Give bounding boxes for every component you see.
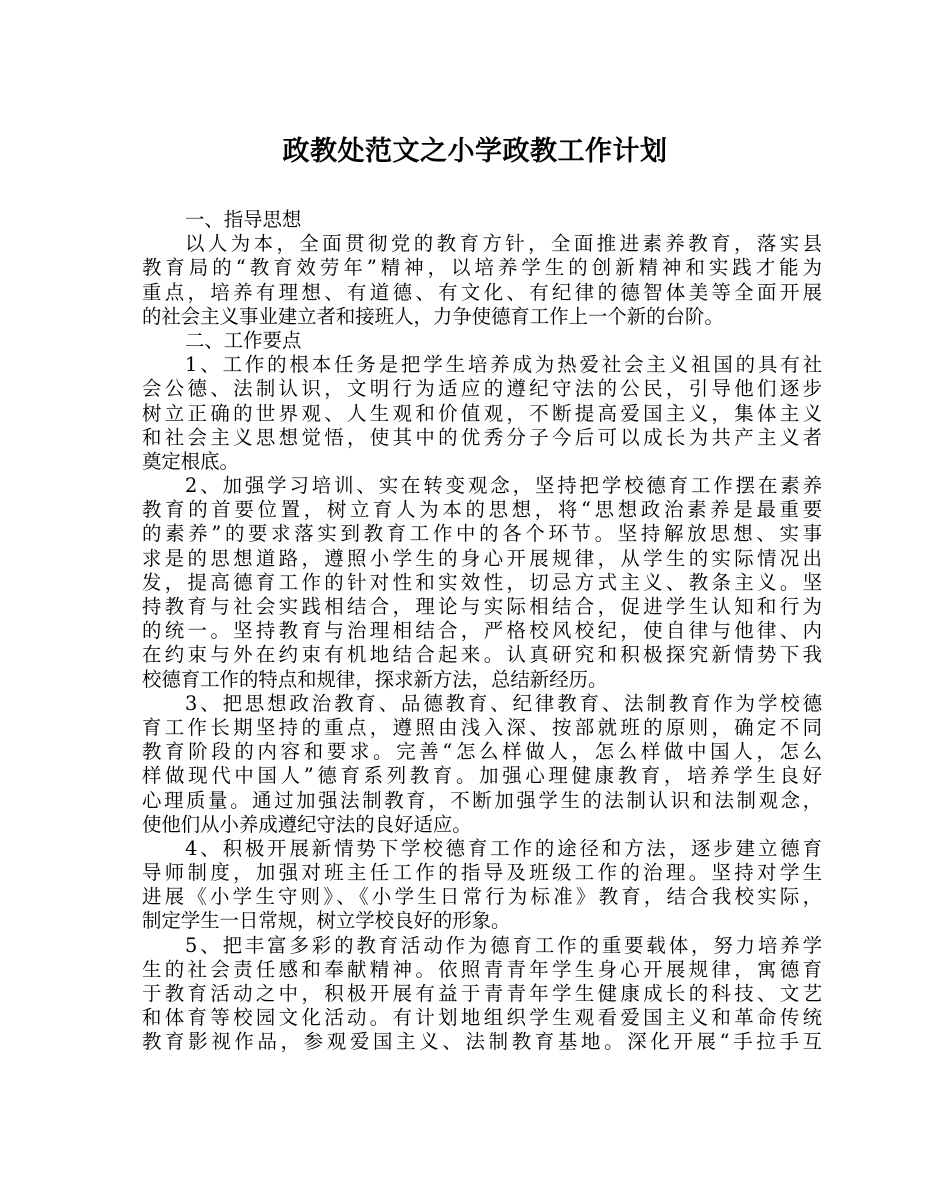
body-line: 5、把丰富多彩的教育活动作为德育工作的重要载体，努力培养学 (185, 933, 822, 957)
body-line: 教育阶段的内容和要求。完善“怎么样做人，怎么样做中国人，怎么 (142, 740, 822, 764)
body-line: 教育的首要位置，树立育人为本的思想，将“思想政治素养是最重要 (142, 498, 822, 522)
body-line: 和体育等校园文化活动。有计划地组织学生观看爱国主义和革命传统 (142, 1006, 822, 1030)
document-body (142, 208, 822, 1055)
body-line: 校德育工作的特点和规律，探求新方法，总结新经历。 (142, 667, 608, 691)
body-line: 奠定根底。 (142, 449, 239, 473)
body-line: 生的社会责任感和奉献精神。依照青青年学生身心开展规律，寓德育 (142, 957, 822, 981)
body-line: 1、工作的根本任务是把学生培养成为热爱社会主义祖国的具有社 (185, 353, 822, 377)
body-line: 和社会主义思想觉悟，使其中的优秀分子今后可以成长为共产主义者 (142, 425, 822, 449)
body-line: 于教育活动之中，积极开展有益于青青年学生健康成长的科技、文艺 (142, 982, 822, 1005)
body-line: 在约束与外在约束有机地结合起来。认真研究和积极探究新情势下我 (142, 643, 822, 667)
document-title: 政教处范文之小学政教工作计划 (282, 136, 668, 167)
body-line: 的统一。坚持教育与治理相结合，严格校风校纪，使自律与他律、内 (142, 619, 822, 643)
body-line: 导师制度，加强对班主任工作的指导及班级工作的治理。坚持对学生 (142, 861, 822, 885)
body-line: 使他们从小养成遵纪守法的良好适应。 (142, 812, 472, 836)
body-line: 重点，培养有理想、有道德、有文化、有纪律的德智体美等全面开展 (142, 280, 822, 304)
body-line: 样做现代中国人”德育系列教育。加强心理健康教育，培养学生良好 (142, 764, 822, 788)
body-line: 一、指导思想 (185, 208, 302, 231)
body-line: 以人为本，全面贯彻党的教育方针，全面推进素养教育，落实县 (185, 232, 822, 256)
body-line: 2、加强学习培训、实在转变观念，坚持把学校德育工作摆在素养 (185, 474, 822, 498)
body-line: 持教育与社会实践相结合，理论与实际相结合，促进学生认知和行为 (142, 595, 822, 618)
body-line: 育工作长期坚持的重点，遵照由浅入深、按部就班的原则，确定不同 (142, 715, 822, 739)
body-line: 进展《小学生守则》、《小学生日常行为标准》教育，结合我校实际， (142, 885, 822, 909)
body-line: 4、积极开展新情势下学校德育工作的途径和方法，逐步建立德育 (185, 836, 822, 860)
body-line: 会公德、法制认识，文明行为适应的遵纪守法的公民，引导他们逐步 (142, 377, 822, 401)
body-line: 求是的思想道路，遵照小学生的身心开展规律，从学生的实际情况出 (142, 546, 822, 570)
body-line: 的素养”的要求落实到教育工作中的各个环节。坚持解放思想、实事 (142, 522, 822, 546)
body-line: 3、把思想政治教育、品德教育、纪律教育、法制教育作为学校德 (185, 691, 822, 715)
body-line: 的社会主义事业建立者和接班人，力争使德育工作上一个新的台阶。 (142, 304, 724, 328)
body-line: 树立正确的世界观、人生观和价值观，不断提高爱国主义，集体主义 (142, 401, 822, 425)
body-line: 教育局的“教育效劳年”精神，以培养学生的创新精神和实践才能为 (142, 256, 822, 280)
body-line: 心理质量。通过加强法制教育，不断加强学生的法制认识和法制观念， (142, 788, 822, 812)
body-line: 制定学生一日常规，树立学校良好的形象。 (142, 909, 511, 933)
body-line: 发，提高德育工作的针对性和实效性，切忌方式主义、教条主义。坚 (142, 570, 822, 594)
body-line: 教育影视作品，参观爱国主义、法制教育基地。深化开展“手拉手互 (142, 1030, 822, 1054)
body-line: 二、工作要点 (185, 328, 302, 352)
